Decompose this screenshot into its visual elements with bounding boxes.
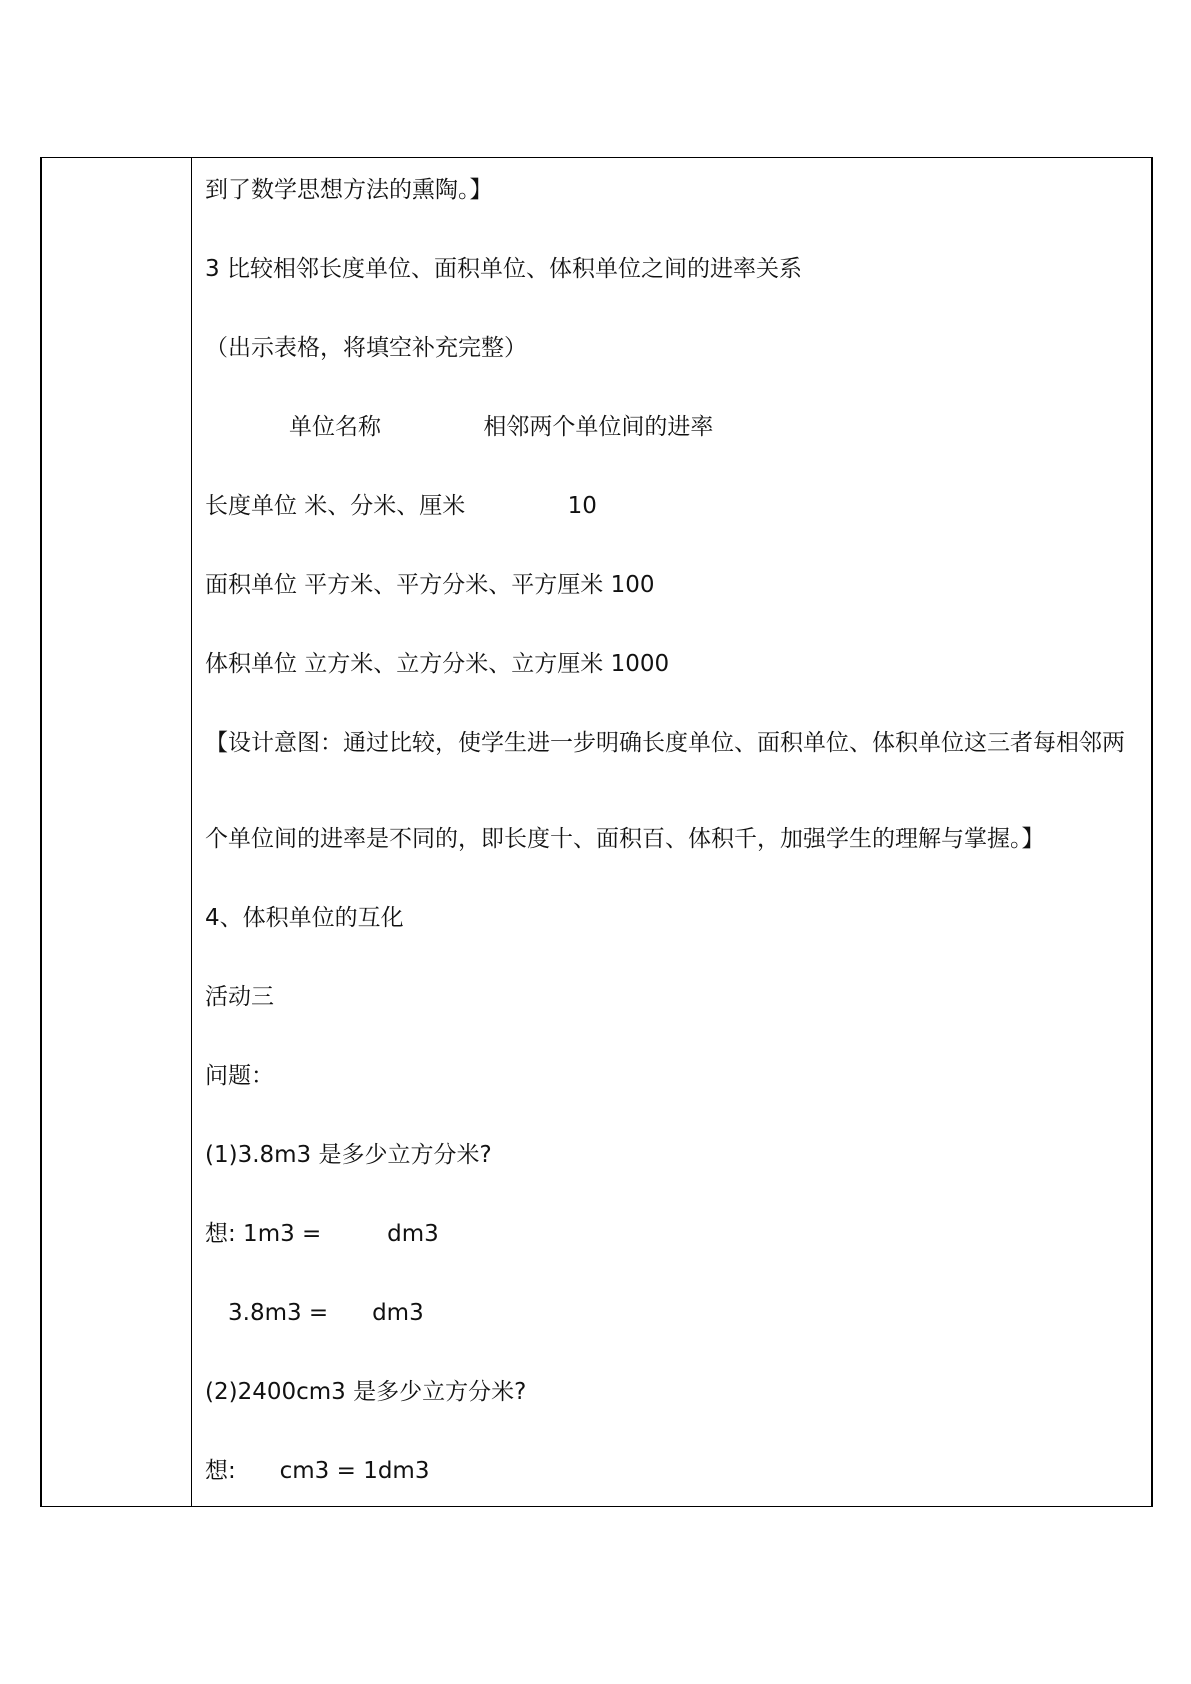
activity-heading: 活动三: [205, 984, 274, 1010]
volume-unit-line: 体积单位 立方米、立方分米、立方厘米 1000: [205, 651, 670, 677]
length-unit-line: 长度单位 米、分米、厘米 10: [205, 493, 597, 519]
area-unit-line: 面积单位 平方米、平方分米、平方厘米 100: [205, 572, 655, 598]
table-header-line: 单位名称 相邻两个单位间的进率: [289, 414, 714, 440]
question-2: (2)2400cm3 是多少立方分米?: [205, 1379, 527, 1405]
text-line-1: 到了数学思想方法的熏陶。】: [205, 177, 493, 203]
question-1: (1)3.8m3 是多少立方分米?: [205, 1142, 492, 1168]
table-column-divider: [191, 157, 192, 1507]
think-line-2: 3.8m3 = dm3: [228, 1300, 424, 1326]
text-line-3: （出示表格，将填空补充完整）: [205, 335, 527, 361]
question-label: 问题：: [205, 1063, 274, 1089]
section-heading-4: 4、体积单位的互化: [205, 905, 404, 931]
think-line-1: 想: 1m3 = dm3: [205, 1221, 439, 1247]
text-line-2: 3 比较相邻长度单位、面积单位、体积单位之间的进率关系: [205, 256, 802, 282]
think-line-3: 想: cm3 = 1dm3: [205, 1458, 430, 1484]
design-intent-line-1: 【设计意图：通过比较，使学生进一步明确长度单位、面积单位、体积单位这三者每相邻两: [205, 730, 1125, 756]
design-intent-line-2: 个单位间的进率是不同的，即长度十、面积百、体积千，加强学生的理解与掌握。】: [205, 826, 1045, 852]
